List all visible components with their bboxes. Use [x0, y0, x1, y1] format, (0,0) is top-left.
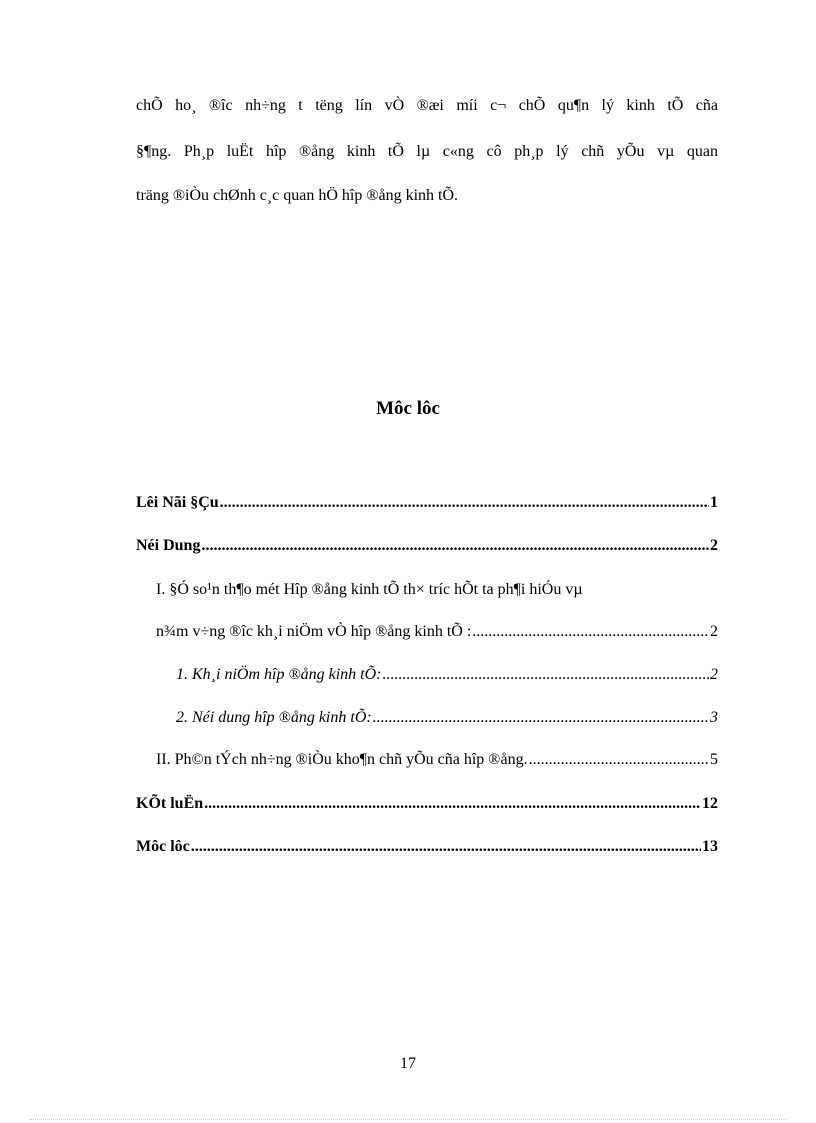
intro-line-2: §¶ng. Ph¸p luËt hîp ®ång kinh tÕ lµ c«ng cô ph¸p lý chñ yÕu vµ quan	[136, 143, 718, 160]
toc-entry-page: 1	[710, 494, 718, 511]
toc-entry-content[interactable]	[136, 537, 718, 559]
toc-entry-page: 3	[710, 709, 718, 726]
toc-entry-section-1-line1[interactable]: I. §Ó so¹n th¶o mét Hîp ®ång kinh tÕ th× tríc hÕt ta ph¶i hiÓu vµ	[156, 581, 583, 598]
toc-entry-label: Môc lôc	[136, 838, 190, 855]
toc-entry-page: 5	[710, 751, 718, 768]
toc-entry-conclusion[interactable]	[136, 795, 718, 817]
toc-leader-dots	[220, 494, 709, 512]
toc-leader-dots	[373, 709, 709, 727]
page-bottom-edge	[30, 1119, 786, 1120]
toc-entry-label: KÕt luËn	[136, 795, 204, 812]
toc-entry-label: 2. Néi dung hîp ®ång kinh tÕ:	[176, 709, 372, 726]
page-number: 17	[400, 1055, 416, 1072]
toc-entry-page: 12	[702, 795, 718, 812]
toc-entry-section-2[interactable]	[156, 751, 718, 773]
toc-entry-label: 1. Kh¸i niÖm hîp ®ång kinh tÕ:	[176, 666, 382, 683]
toc-entry-preface[interactable]	[136, 494, 718, 516]
toc-entry-label: n¾m v÷ng ®îc kh¸i niÖm vÒ hîp ®ång kinh tÕ :	[156, 623, 472, 640]
toc-entry-page: 2	[710, 623, 718, 640]
toc-entry-page: 13	[702, 838, 718, 855]
toc-entry-subsection-2[interactable]	[176, 709, 718, 731]
toc-entry-page: 2	[710, 666, 718, 683]
intro-line-3: träng ®iÒu chØnh c¸c quan hÖ hîp ®ång kinh tÕ.	[136, 187, 459, 204]
toc-entry-subsection-1[interactable]	[176, 666, 718, 688]
toc-leader-dots	[382, 666, 709, 684]
intro-line-1: chÕ ho¸ ®îc nh÷ng t tëng lín vÒ ®æi míi c¬ chÕ qu¶n lý kinh tÕ cña	[136, 97, 718, 114]
toc-leader-dots	[191, 838, 701, 856]
toc-leader-dots	[472, 623, 709, 641]
toc-title: Môc lôc	[376, 398, 440, 419]
toc-entry-table-of-contents[interactable]	[136, 838, 718, 860]
toc-leader-dots	[529, 751, 709, 769]
toc-entry-label: Néi Dung	[136, 537, 201, 554]
toc-leader-dots	[204, 795, 701, 813]
toc-entry-section-1[interactable]	[156, 623, 718, 645]
toc-entry-label: II. Ph©n tÝch nh÷ng ®iÒu kho¶n chñ yÕu cña hîp ®ång.	[156, 751, 528, 768]
toc-leader-dots	[201, 537, 709, 555]
toc-entry-page: 2	[710, 537, 718, 554]
toc-entry-label: Lêi Nãi §Çu	[136, 494, 219, 511]
